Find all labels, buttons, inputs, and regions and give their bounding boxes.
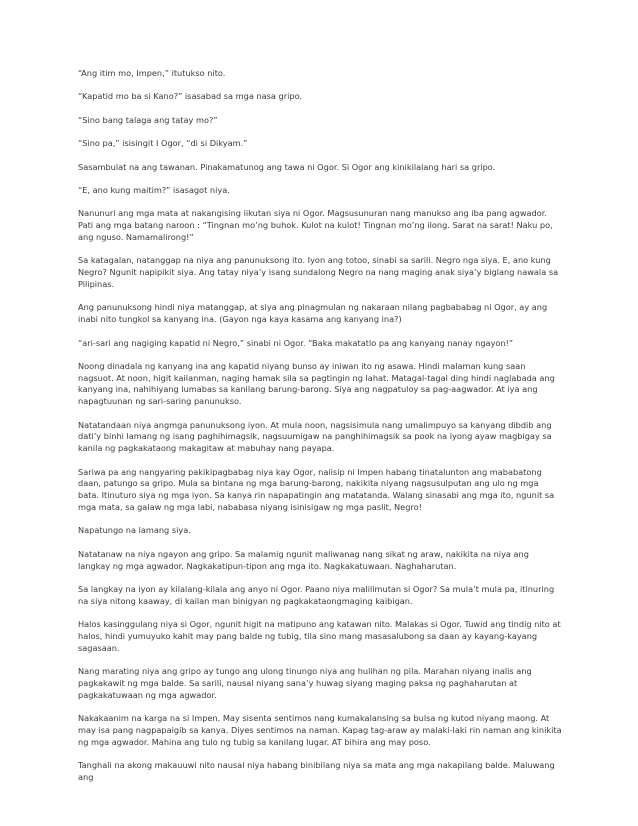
- paragraph: Ang panunuksong hindi niya matanggap, at siya ang pinagmulan ng nakaraan nilang pagbababag ni Ogor, ay ang inabi nito tungkol sa kanyang ina. (Gayon nga kaya kasama ang kanyang ina?): [78, 302, 548, 325]
- paragraph: “Kapatid mo ba si Kano?” isasabad sa mga nasa gripo.: [78, 91, 303, 102]
- paragraph: Sa katagalan, natanggap na niya ang panunuksong ito. Iyon ang totoo, sinabi sa sarili. Negro nga siya. E, ano kung Negro? Ngunit napipikit siya. Ang tatay niya’y isang sundalong Negro na nang maging anak siya’y biglang nawala sa Pilipinas.: [78, 255, 559, 289]
- paragraph: “Sino bang talaga ang tatay mo?”: [78, 114, 218, 125]
- document-page: [78, 68, 562, 795]
- paragraph: Sa langkay na iyon ay kilalang-kilala ang anyo ni Ogor. Paano niya malilimutan si Ogor? Sa mula’t mula pa, itinuring na siya nitong kaaway, di kailan man binigyan ng pagkakataongmaging kaibigan.: [78, 584, 555, 606]
- paragraph: “ari-sari ang nagiging kapatid ni Negro,” sinabi ni Ogor. “Baka makatatlo pa ang kanyang nanay ngayon!”: [78, 337, 514, 348]
- paragraph: Tanghali na akong makauuwi nito nausal niya habang binibilang niya sa mata ang mga nakapilang balde. Maluwang ang: [78, 760, 555, 782]
- paragraph: Halos kasinggulang niya si Ogor, ngunit higit na matipuno ang katawan nito. Malakas si Ogor. Tuwid ang tindig nito at halos, hindi yumuyuko kahit may pang balde ng tubig, tila sino mang masasalubong sa daan ay kayang-kayang sagasaan.: [78, 619, 561, 653]
- paragraph: “Sino pa,” isisingit I Ogor, “di si Dikyam.”: [78, 138, 248, 149]
- paragraph: Nang marating niya ang gripo ay tungo ang ulong tinungo niya ang hulihan ng pila. Marahan niyang inalis ang pagkakawit ng mga balde. Sa sarili, nausal niyang sana’y huwag siyang maging paksa ng paghaharutan at pagkakatuwaan ng mga agwador.: [78, 666, 532, 700]
- paragraph: Sariwa pa ang nangyaring pakikipagbabag niya kay Ogor, naiisip ni Impen habang tinatalunton ang mababatong daan, patungo sa gripo. Mula sa bintana ng mga barung-barong, nakikita niyang nagsusulputan ang ulo ng mga bata. Itinuturo siya ng mga iyon. Sa kanya rin napapatingin ang matatanda. Walang sinasabi ang mga ito, ngunit sa mga mata, sa galaw ng mga labi, nababasa niyang isinisigaw ng mga paslit, Negro!: [78, 466, 555, 513]
- paragraph: Natatandaan niya angmga panunuksong iyon. At mula noon, nagsisimula nang umalimpuyo sa kanyang dibdib ang dati’y binhi lamang ng isang paghihimagsik, nagsuumigaw na panghihimagsik sa pook na iyong ayaw magbigay sa kanila ng pagkakataong makagitaw at mabuhay nang payapa.: [78, 419, 552, 454]
- paragraph: Nanunuri ang mga mata at nakangising iikutan siya ni Ogor. Magsusunuran nang manukso ang iba pang agwador. Pati ang mga batang naroon : “Tingnan mo’ng buhok. Kulot na kulot! Tingnan mo’ng ilong. Sarat na sarat! Naku po, ang nguso. Namamalirong!”: [78, 208, 553, 242]
- paragraph: Napatungo na lamang siya.: [78, 525, 191, 536]
- paragraph: Sasambulat na ang tawanan. Pinakamatunog ang tawa ni Ogor. Si Ogor ang kinikilalang hari sa gripo.: [78, 161, 496, 172]
- paragraph: “Ang itim mo, Impen,” itutukso nito.: [78, 68, 226, 78]
- paragraph: Natatanaw na niya ngayon ang gripo. Sa malamig ngunit maliwanag nang sikat ng araw, nakikita na niya ang langkay ng mga agwador. Nagkakatipun-tipon ang mga ito. Nagkakatuwaan. Naghaharutan.: [78, 548, 529, 571]
- paragraph: Noong dinadala ng kanyang ina ang kapatid niyang bunso ay iniwan ito ng asawa. Hindi malaman kung saan nagsuot. At noon, higit kailanman, naging hamak sila sa pagtingin ng lahat. Matagal-tagal ding hindi naglabada ang kanyang ina, nahihiyang lumabas sa kanilang barung-barong. Siya ang nagpatuloy sa pag-aagwador. At iya ang napagtuunan ng sari-saring panunukso.: [78, 360, 555, 407]
- paragraph: “E, ano kung maitim?” isasagot niya.: [78, 184, 230, 195]
- paragraph: Nakakaanim na karga na si Impen. May sisenta sentimos nang kumakalansing sa bulsa ng kutod niyang maong. At may isa pang nagpapaigib sa kanya. Diyes sentimos na naman. Kapag tag-araw ay malaki-laki rin naman ang kinikita ng mga agwador. Mahina ang tulo ng tubig sa kanilang lugar. AT bihira ang may poso.: [78, 713, 562, 747]
